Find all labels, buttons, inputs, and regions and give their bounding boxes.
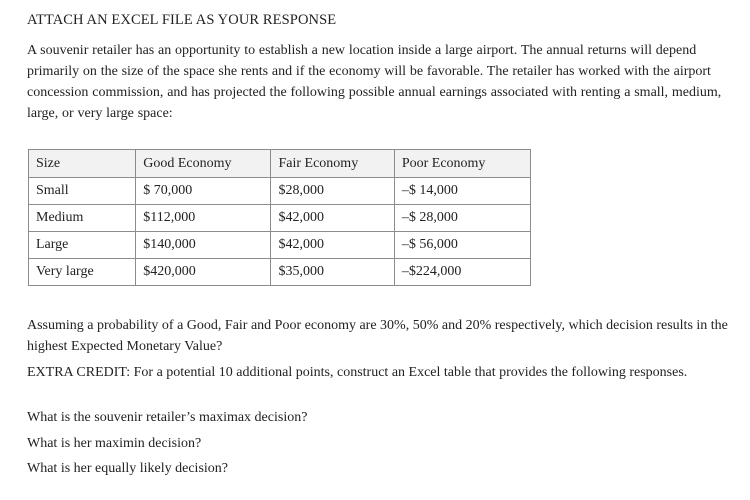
table-cell: –$ 56,000 <box>394 232 530 259</box>
table-row <box>29 259 531 286</box>
table-cell: Medium <box>29 205 136 232</box>
intro-paragraph: A souvenir retailer has an opportunity to establish a new location inside a large airport. The annual returns will depend primarily on the size of the space she rents and if the economy will be favorable. The retailer has worked with the airport concession commission, and has projected the following possible annual earnings associated with renting a small, medium, large, or very large space: <box>27 43 722 121</box>
table-header-row <box>29 150 531 178</box>
earnings-table <box>28 149 531 286</box>
table-cell: –$224,000 <box>394 259 530 286</box>
assignment-heading: ATTACH AN EXCEL FILE AS YOUR RESPONSE <box>27 12 337 28</box>
table-cell: $28,000 <box>271 178 394 205</box>
table-cell: $ 70,000 <box>136 178 271 205</box>
table-row <box>29 205 531 232</box>
table-cell: $42,000 <box>271 205 394 232</box>
table-cell: Large <box>29 232 136 259</box>
maximax-question: What is the souvenir retailer’s maximax decision? <box>27 410 308 425</box>
emv-question: Assuming a probability of a Good, Fair and Poor economy are 30%, 50% and 20% respectively, which decision results in the highest Expected Monetary Value? <box>27 318 728 354</box>
table-row <box>29 178 531 205</box>
table-cell: $42,000 <box>271 232 394 259</box>
table-cell: Small <box>29 178 136 205</box>
table-cell: –$ 14,000 <box>394 178 530 205</box>
table-cell: Very large <box>29 259 136 286</box>
maximin-question: What is her maximin decision? <box>27 436 202 451</box>
column-header-good-economy: Good Economy <box>136 150 271 178</box>
table-cell: $140,000 <box>136 232 271 259</box>
table-row <box>29 232 531 259</box>
extra-credit-paragraph: EXTRA CREDIT: For a potential 10 additional points, construct an Excel table that provides the following responses. <box>27 365 688 380</box>
column-header-poor-economy: Poor Economy <box>394 150 530 178</box>
column-header-size: Size <box>29 150 136 178</box>
table-cell: –$ 28,000 <box>394 205 530 232</box>
table-cell: $35,000 <box>271 259 394 286</box>
table-cell: $112,000 <box>136 205 271 232</box>
column-header-fair-economy: Fair Economy <box>271 150 394 178</box>
equally-likely-question: What is her equally likely decision? <box>27 461 228 476</box>
table-cell: $420,000 <box>136 259 271 286</box>
